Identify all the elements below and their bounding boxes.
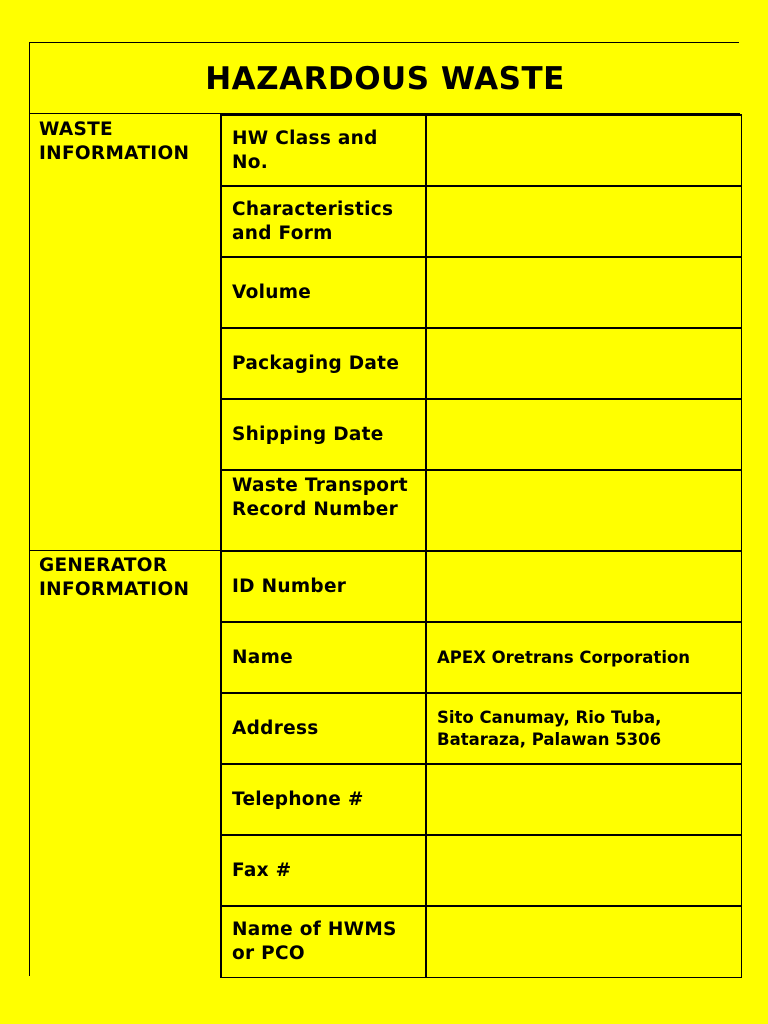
field-label-hwms-pco: Name of HWMS or PCO bbox=[221, 906, 426, 977]
field-label-volume: Volume bbox=[221, 257, 426, 328]
field-label-id-number: ID Number bbox=[221, 551, 426, 622]
table-row bbox=[221, 551, 741, 622]
table-row bbox=[221, 906, 741, 977]
table-row bbox=[221, 693, 741, 764]
hazardous-waste-label bbox=[29, 42, 739, 976]
field-label-telephone: Telephone # bbox=[221, 764, 426, 835]
field-value-packaging-date[interactable] bbox=[426, 328, 741, 399]
field-value-name[interactable]: APEX Oretrans Corporation bbox=[426, 622, 741, 693]
field-value-fax[interactable] bbox=[426, 835, 741, 906]
field-label-name: Name bbox=[221, 622, 426, 693]
section-divider bbox=[30, 550, 220, 551]
field-value-volume[interactable] bbox=[426, 257, 741, 328]
table-row bbox=[221, 470, 741, 551]
field-value-hw-class[interactable] bbox=[426, 115, 741, 186]
field-label-packaging-date: Packaging Date bbox=[221, 328, 426, 399]
field-value-address[interactable]: Sito Canumay, Rio Tuba, Bataraza, Palawan 5306 bbox=[426, 693, 741, 764]
title-row bbox=[30, 43, 740, 114]
field-value-id-number[interactable] bbox=[426, 551, 741, 622]
section-label-generator-information: GENERATOR INFORMATION bbox=[39, 555, 190, 600]
table-row bbox=[221, 115, 741, 186]
field-label-address: Address bbox=[221, 693, 426, 764]
field-value-telephone[interactable] bbox=[426, 764, 741, 835]
section-label-waste-information: WASTE INFORMATION bbox=[39, 119, 190, 164]
info-table bbox=[220, 114, 742, 978]
table-row bbox=[221, 622, 741, 693]
page-title: HAZARDOUS WASTE bbox=[205, 61, 565, 97]
table-row bbox=[221, 399, 741, 470]
field-value-characteristics[interactable] bbox=[426, 186, 741, 257]
table-row bbox=[221, 186, 741, 257]
table-row bbox=[221, 764, 741, 835]
field-value-hwms-pco[interactable] bbox=[426, 906, 741, 977]
field-label-characteristics: Characteristics and Form bbox=[221, 186, 426, 257]
field-value-waste-transport-record[interactable] bbox=[426, 470, 741, 551]
table-row bbox=[221, 835, 741, 906]
table-row bbox=[221, 257, 741, 328]
field-label-fax: Fax # bbox=[221, 835, 426, 906]
field-label-shipping-date: Shipping Date bbox=[221, 399, 426, 470]
field-label-waste-transport-record: Waste Transport Record Number bbox=[221, 470, 426, 551]
table-row bbox=[221, 328, 741, 399]
field-value-shipping-date[interactable] bbox=[426, 399, 741, 470]
field-label-hw-class: HW Class and No. bbox=[221, 115, 426, 186]
